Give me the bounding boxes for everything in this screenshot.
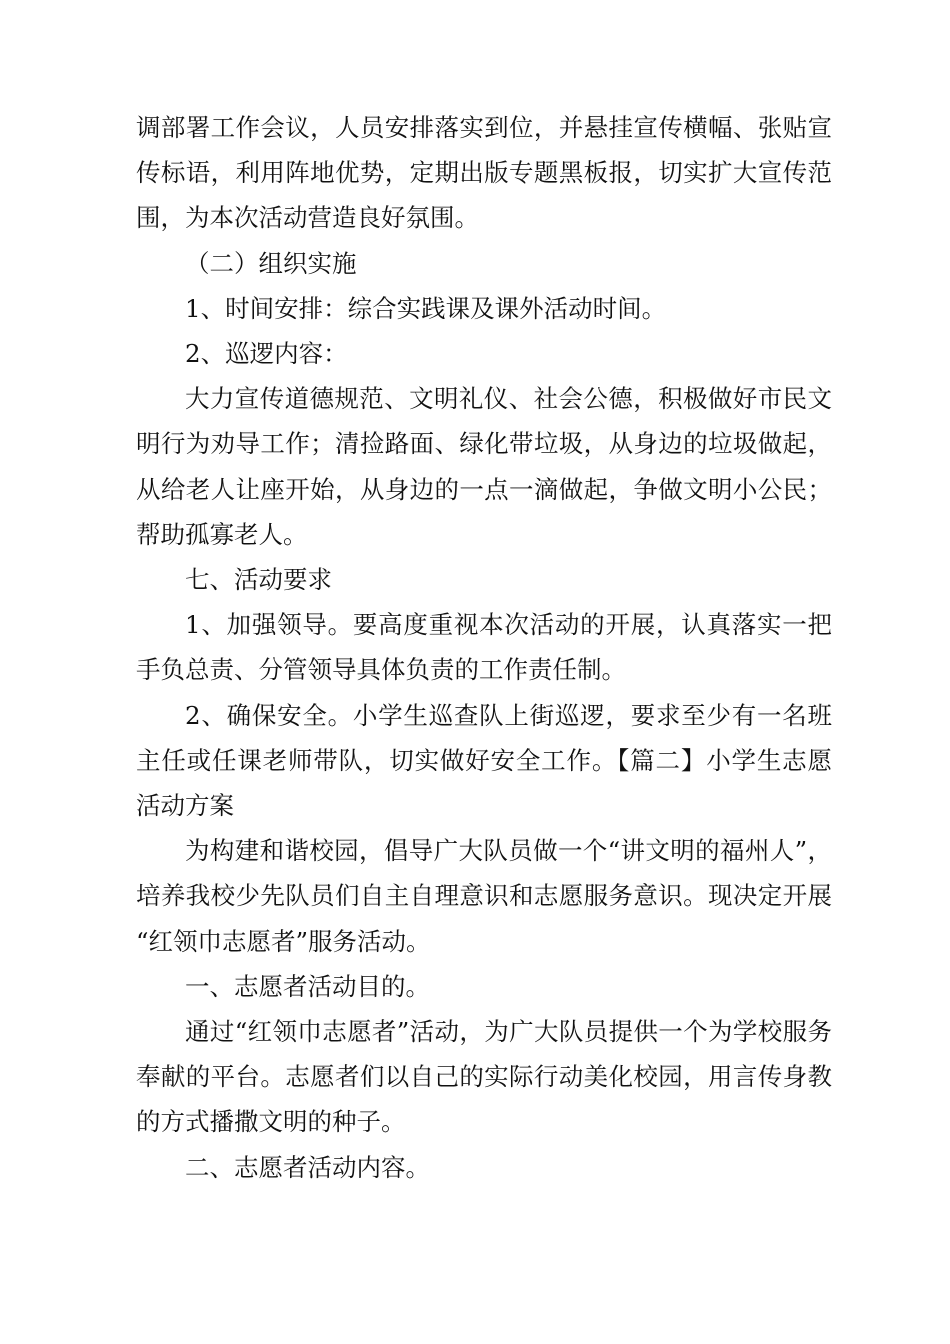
paragraph: 大力宣传道德规范、文明礼仪、社会公德，积极做好市民文明行为劝导工作；清捡路面、绿化带垃圾，从身边的垃圾做起，从给老人让座开始，从身边的一点一滴做起，争做文明小公民；帮助孤寡老人。 xyxy=(136,384,832,549)
paragraph: 2、巡逻内容： xyxy=(185,339,348,369)
section-heading: 一、志愿者活动目的。 xyxy=(185,971,430,1001)
paragraph: 2、确保安全。小学生巡查队上街巡逻，要求至少有一名班主任或任课老师带队，切实做好安全工作。【篇二】小学生志愿活动方案 xyxy=(136,700,832,821)
section-heading: （二）组织实施 xyxy=(185,248,357,278)
paragraph: 1、加强领导。要高度重视本次活动的开展，认真落实一把手负总责、分管领导具体负责的工作责任制。 xyxy=(136,610,832,685)
document-body xyxy=(136,105,832,1190)
paragraph: 调部署工作会议，人员安排落实到位，并悬挂宣传横幅、张贴宣传标语，利用阵地优势，定期出版专题黑板报，切实扩大宣传范围，为本次活动营造良好氛围。 xyxy=(136,113,832,233)
paragraph: 1、时间安排：综合实践课及课外活动时间。 xyxy=(185,293,667,323)
paragraph: 通过“红领巾志愿者”活动，为广大队员提供一个为学校服务奉献的平台。志愿者们以自己的实际行动美化校园，用言传身教的方式播撒文明的种子。 xyxy=(136,1017,832,1137)
paragraph: 为构建和谐校园，倡导广大队员做一个“讲文明的福州人”，培养我校少先队员们自主自理意识和志愿服务意识。现决定开展“红领巾志愿者”服务活动。 xyxy=(136,836,832,956)
section-heading: 七、活动要求 xyxy=(185,565,332,595)
section-heading: 二、志愿者活动内容。 xyxy=(185,1152,430,1182)
